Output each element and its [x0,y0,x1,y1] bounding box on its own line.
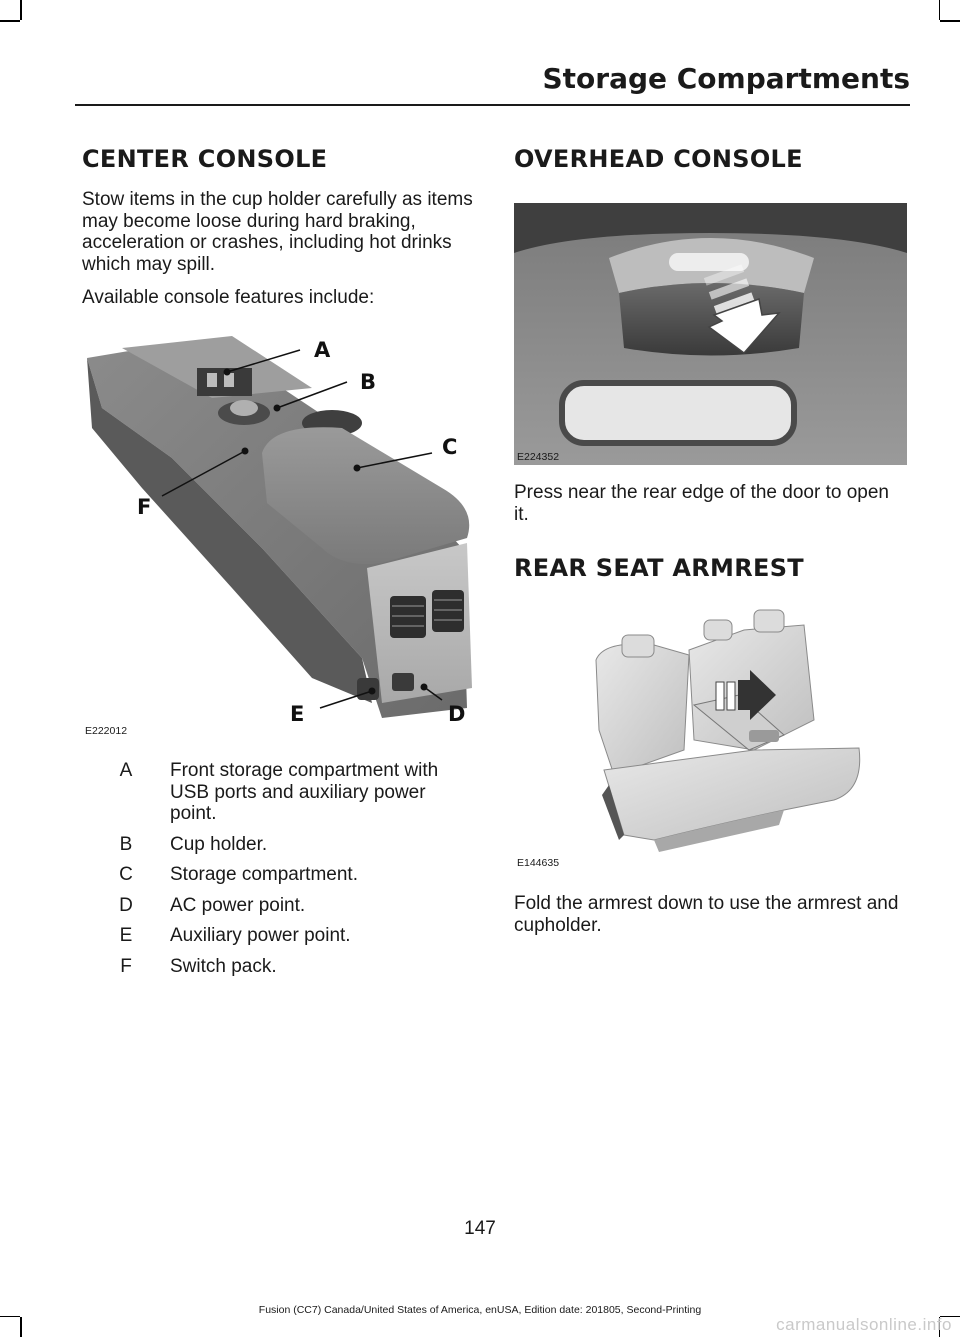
console-legend [82,760,482,986]
callout-a: A [314,338,331,362]
legend-row [82,864,482,886]
legend-row [82,925,482,947]
callout-d: D [448,702,466,726]
center-console-heading: CENTER CONSOLE [82,145,328,173]
center-console-paragraph: Stow items in the cup holder carefully as items may become loose during hard braking, acceleration or crashes, including hot drinks which may spill. [82,189,473,275]
callout-b: B [360,370,377,394]
watermark: carmanualsonline.info [776,1315,952,1334]
legend-key: F [120,955,132,977]
legend-row [82,895,482,917]
legend-key: A [119,760,133,781]
legend-row [82,956,482,978]
legend-text: Storage compartment. [170,864,358,885]
figure-code: E144635 [517,857,560,869]
legend-text: Switch pack. [170,955,277,977]
legend-text: Auxiliary power point. [170,925,351,946]
rear-seat-armrest-caption: Fold the armrest down to use the armrest and cupholder. [514,893,899,936]
crop-mark [20,0,22,20]
legend-key: E [119,925,133,946]
center-console-illustration [82,328,477,740]
console-features-intro: Available console features include: [82,287,375,308]
legend-key: D [119,894,133,916]
legend-key: C [119,864,133,885]
page-footer: Fusion (CC7) Canada/United States of America, enUSA, Edition date: 201805, Second-Printing [258,1304,702,1316]
header-rule [75,104,910,106]
legend-key: B [119,833,133,855]
overhead-console-caption: Press near the rear edge of the door to open it. [514,482,889,525]
legend-text: Front storage compartment with USB ports and auxiliary power point. [170,760,439,824]
crop-mark [939,0,941,20]
legend-row [82,760,482,825]
page-number: 147 [464,1218,496,1239]
legend-row [82,834,482,856]
page-header-title: Storage Compartments [542,62,910,95]
overhead-console-illustration [514,203,907,465]
legend-text: AC power point. [170,894,306,916]
center-console-figure [82,328,477,740]
figure-code: E224352 [517,451,560,463]
crop-mark [20,1317,22,1337]
callout-c: C [442,435,458,459]
rear-seat-armrest-figure [514,600,904,875]
figure-code: E222012 [85,725,128,737]
crop-mark [940,20,960,22]
center-console-section [82,145,477,309]
rear-seat-armrest-heading: REAR SEAT ARMREST [514,554,804,582]
crop-mark [0,20,20,22]
rear-seat-illustration [514,600,904,875]
overhead-console-figure [514,203,907,465]
overhead-console-section [514,145,909,173]
legend-text: Cup holder. [170,833,268,855]
overhead-console-heading: OVERHEAD CONSOLE [514,145,803,173]
callout-f: F [137,495,152,519]
callout-e: E [290,702,305,726]
